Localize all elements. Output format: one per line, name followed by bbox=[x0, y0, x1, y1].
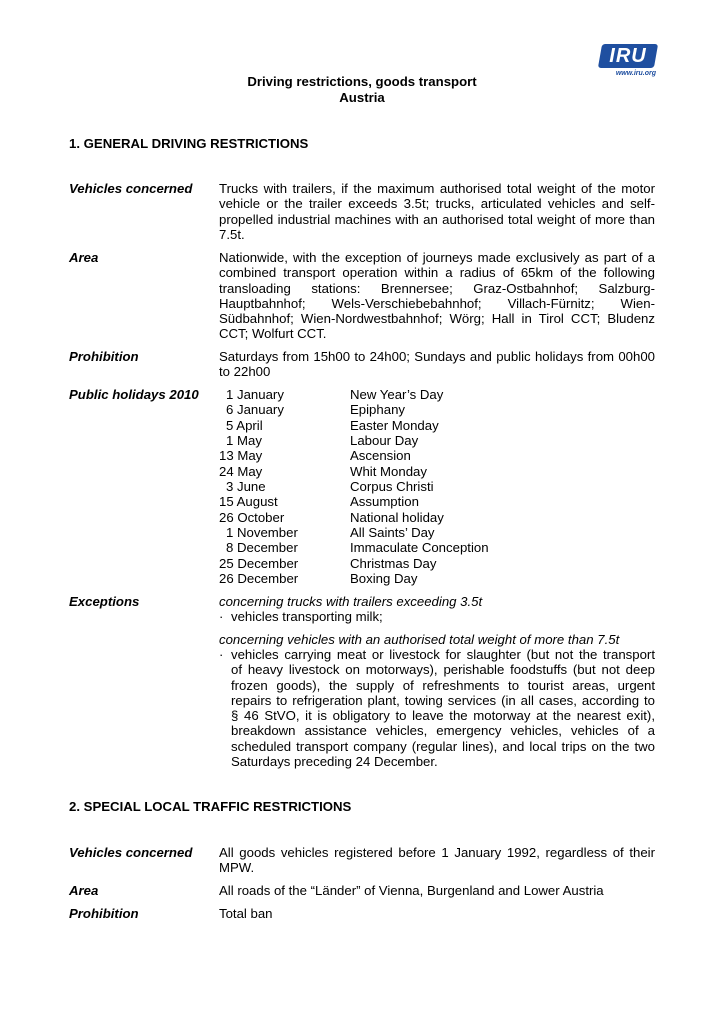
text-line: Südbahnhof; Wien-Nordwestbahnhof; Wörg; Hall in Tirol CCT; Bludenz bbox=[219, 311, 655, 327]
text-line: propelled industrial machines with an authorised total weight of more than bbox=[219, 211, 655, 227]
holiday-date: 6 January bbox=[226, 402, 284, 418]
text-line: CCT; Wolfurt CCT. bbox=[219, 326, 327, 342]
holiday-date: 24 May bbox=[219, 463, 263, 479]
text-line: § 46 StVO, it is obligatory to leave the motorway at the nearest exit), bbox=[231, 708, 655, 724]
holiday-name: Epiphany bbox=[350, 402, 405, 418]
label-prohibition: Prohibition bbox=[69, 906, 139, 921]
text-line: scheduled transport company (regular lines), and local trips on the two bbox=[231, 738, 655, 754]
holiday-date: 15 August bbox=[219, 494, 278, 510]
text-line: frozen goods), the supply of refreshments to tourist areas, urgent bbox=[231, 677, 655, 693]
logo-url: www.iru.org bbox=[615, 70, 656, 77]
holiday-row bbox=[219, 556, 655, 571]
holiday-name: Immaculate Conception bbox=[350, 540, 489, 556]
holiday-row bbox=[219, 387, 655, 402]
holiday-name: Easter Monday bbox=[350, 417, 439, 433]
exceptions-group1-heading: concerning trucks with trailers exceeding 3.5t bbox=[219, 594, 483, 609]
label-vehicles-concerned: Vehicles concerned bbox=[69, 181, 193, 196]
label-vehicles-concerned: Vehicles concerned bbox=[69, 845, 193, 860]
holiday-date: 25 December bbox=[219, 555, 299, 571]
holiday-row bbox=[219, 402, 655, 417]
holiday-name: Boxing Day bbox=[350, 570, 418, 586]
holiday-row bbox=[219, 494, 655, 509]
holiday-name: Labour Day bbox=[350, 432, 419, 448]
text-line: Nationwide, with the exception of journeys made exclusively as part of a bbox=[219, 250, 655, 265]
text-line: MPW. bbox=[219, 860, 255, 876]
holiday-name: Assumption bbox=[350, 494, 419, 510]
holiday-date: 8 December bbox=[226, 540, 298, 556]
text-line: of heavy livestock on motorways), perishable foodstuffs (but not deep bbox=[231, 662, 655, 678]
text-line: Hauptbahnhof; Wels-Verschiebebahnhof; Villach-Fürnitz; Wien- bbox=[219, 295, 655, 311]
holiday-name: Corpus Christi bbox=[350, 478, 434, 494]
exception-text bbox=[231, 647, 655, 769]
label-exceptions: Exceptions bbox=[69, 594, 140, 609]
text-line: combined transport operation within a radius of 65km of the following bbox=[219, 265, 655, 281]
holiday-name: Whit Monday bbox=[350, 463, 427, 479]
public-holidays-list bbox=[219, 387, 655, 586]
holiday-date: 1 November bbox=[226, 524, 298, 540]
text-line: transloading stations: Brennersee; Graz-Ostbahnhof; Salzburg- bbox=[219, 280, 655, 296]
vehicles-concerned-text bbox=[219, 181, 655, 242]
holiday-row bbox=[219, 433, 655, 448]
holiday-date: 26 December bbox=[219, 570, 299, 586]
holiday-date: 5 April bbox=[226, 417, 263, 433]
holiday-date: 1 January bbox=[226, 387, 284, 402]
text-line: 7.5t. bbox=[219, 226, 245, 242]
label-area: Area bbox=[69, 883, 99, 898]
text-line: Trucks with trailers, if the maximum authorised total weight of the motor bbox=[219, 181, 655, 196]
section-heading-general: 1. GENERAL DRIVING RESTRICTIONS bbox=[69, 136, 309, 151]
text-line: vehicles carrying meat or livestock for slaughter (but not the transport bbox=[231, 647, 655, 662]
bullet: · bbox=[219, 609, 224, 624]
label-public-holidays: Public holidays 2010 bbox=[69, 387, 199, 402]
holiday-row bbox=[219, 464, 655, 479]
exception-text: vehicles transporting milk; bbox=[231, 609, 383, 624]
area-text: All roads of the “Länder” of Vienna, Burgenland and Lower Austria bbox=[219, 883, 604, 898]
holiday-name: New Year’s Day bbox=[350, 387, 444, 402]
document-subtitle: Austria bbox=[339, 90, 385, 105]
holiday-row bbox=[219, 525, 655, 540]
holiday-row bbox=[219, 540, 655, 555]
exceptions-group2-heading: concerning vehicles with an authorised total weight of more than 7.5t bbox=[219, 632, 620, 647]
holiday-row bbox=[219, 418, 655, 433]
label-area: Area bbox=[69, 250, 99, 265]
text-line: Saturdays from 15h00 to 24h00; Sundays and public holidays from 00h00 bbox=[219, 349, 655, 364]
label-prohibition: Prohibition bbox=[69, 349, 139, 364]
bullet: · bbox=[219, 647, 224, 662]
prohibition-text: Total ban bbox=[219, 906, 273, 921]
holiday-name: Christmas Day bbox=[350, 555, 437, 571]
logo-text: IRU bbox=[609, 45, 647, 67]
text-line: All goods vehicles registered before 1 January 1992, regardless of their bbox=[219, 845, 655, 860]
holiday-date: 26 October bbox=[219, 509, 285, 525]
vehicles-concerned-text bbox=[219, 845, 655, 876]
holiday-row bbox=[219, 448, 655, 463]
document-title: Driving restrictions, goods transport bbox=[247, 74, 477, 89]
holiday-name: All Saints’ Day bbox=[350, 524, 435, 540]
area-text bbox=[219, 250, 655, 342]
holiday-row bbox=[219, 510, 655, 525]
section-heading-local: 2. SPECIAL LOCAL TRAFFIC RESTRICTIONS bbox=[69, 799, 352, 814]
text-line: repairs to refrigeration plant, towing services (in all cases, according to bbox=[231, 692, 655, 708]
holiday-date: 3 June bbox=[226, 478, 266, 494]
holiday-date: 1 May bbox=[226, 432, 262, 448]
holiday-name: Ascension bbox=[350, 448, 411, 464]
holiday-row bbox=[219, 479, 655, 494]
text-line: breakdown assistance vehicles, emergency vehicles, vehicles of a bbox=[231, 723, 655, 739]
text-line: Saturdays preceding 24 December. bbox=[231, 754, 438, 770]
text-line: vehicle or the trailer exceeds 3.5t; trucks, articulated vehicles and self- bbox=[219, 196, 655, 212]
holiday-date: 13 May bbox=[219, 448, 263, 464]
holiday-row bbox=[219, 571, 655, 586]
text-line: to 22h00 bbox=[219, 364, 271, 380]
prohibition-text bbox=[219, 349, 655, 380]
holiday-name: National holiday bbox=[350, 509, 444, 525]
